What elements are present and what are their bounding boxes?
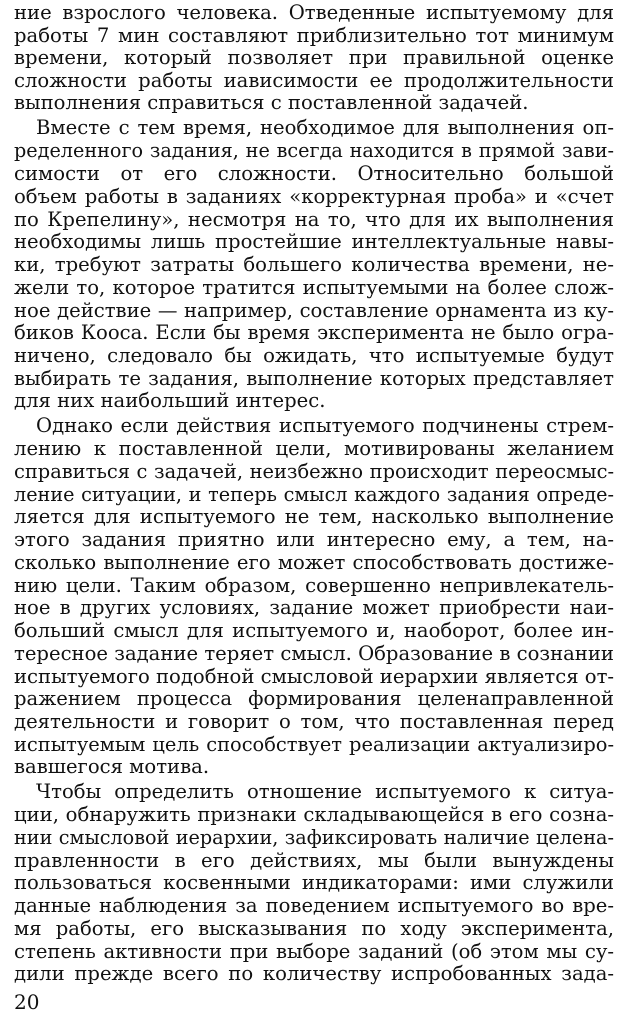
text-line-4: сложности работы иависимости ее продолжительности [14, 69, 614, 92]
text-line-38: правленности в его действиях, мы были вынуждены [14, 849, 614, 872]
text-line-17: выбирать те задания, выполнение которых представляет [14, 367, 614, 390]
text-line-41: мя работы, его высказывания по ходу эксперимента, [14, 917, 614, 940]
text-line-5: выполнения справиться с поставленной задачей. [14, 91, 529, 114]
text-line-7: ределенного задания, не всегда находится в прямой зави- [14, 139, 614, 162]
text-line-14: ное действие — например, составление орнамента из ку- [14, 299, 614, 322]
text-line-12: ки, требуют затраты большего количества времени, не- [14, 253, 614, 276]
text-line-13: жели то, которое тратится испытуемыми на более слож- [14, 276, 614, 299]
text-line-1: ние взрослого человека. Отведенные испытуемому для [14, 1, 614, 24]
text-line-2: работы 7 мин составляют приблизительно тот минимум [14, 24, 614, 47]
text-line-43: дили прежде всего по количеству испробованных зада- [14, 962, 614, 985]
text-line-36: ции, обнаружить признаки складывающейся в его созна- [14, 803, 614, 826]
text-line-32: деятельности и говорит о том, что поставленная перед [14, 710, 614, 733]
text-line-26: нию цели. Таким образом, совершенно непривлекатель- [14, 574, 614, 597]
text-line-25: сколько выполнение его может способствовать достиже- [14, 551, 614, 574]
text-line-21: справиться с задачей, неизбежно происходит переосмыс- [14, 460, 614, 483]
document-page [14, 0, 614, 1022]
text-line-20: лению к поставленной цели, мотивированы желанием [14, 437, 614, 460]
text-line-34: вавшегося мотива. [14, 755, 210, 778]
text-line-27: ное в других условиях, задание может приобрести наи- [14, 596, 614, 619]
text-line-30: испытуемого подобной смысловой иерархии является от- [14, 665, 614, 688]
text-line-15: биков Кооса. Если бы время эксперимента не было огра- [14, 321, 614, 344]
text-line-10: по Крепелину», несмотря на то, что для их выполнения [14, 208, 614, 231]
text-line-24: этого задания приятно или интересно ему, а тем, на- [14, 528, 614, 551]
text-line-19: Однако если действия испытуемого подчинены стрем- [36, 414, 614, 437]
text-line-16: ничено, следовало бы ожидать, что испытуемые будут [14, 344, 614, 367]
text-line-28: больший смысл для испытуемого и, наоборот, более ин- [14, 619, 614, 642]
text-line-40: данные наблюдения за поведением испытуемого во вре- [14, 894, 614, 917]
text-line-18: для них наибольший интерес. [14, 389, 326, 412]
text-line-8: симости от его сложности. Относительно большой [14, 162, 614, 185]
text-line-29: тересное задание теряет смысл. Образование в сознании [14, 642, 614, 665]
text-line-37: нии смысловой иерархии, зафиксировать наличие целена- [14, 826, 614, 849]
page-number: 20 [14, 990, 40, 1014]
text-line-22: ление ситуации, и теперь смысл каждого задания опреде- [14, 483, 614, 506]
text-line-39: пользоваться косвенными индикаторами: ими служили [14, 871, 614, 894]
text-line-11: необходимы лишь простейшие интеллектуальные навы- [14, 230, 614, 253]
text-line-3: времени, который позволяет при правильной оценке [14, 46, 614, 69]
text-line-42: степень активности при выборе заданий (об этом мы су- [14, 940, 614, 963]
text-line-31: ражением процесса формирования целенаправленной [14, 687, 614, 710]
text-line-35: Чтобы определить отношение испытуемого к ситуа- [36, 780, 614, 803]
text-line-9: объем работы в заданиях «корректурная проба» и «счет [14, 185, 614, 208]
text-line-6: Вместе с тем время, необходимое для выполнения оп- [36, 116, 614, 139]
text-line-23: ляется для испытуемого не тем, насколько выполнение [14, 505, 614, 528]
text-line-33: испытуемым цель способствует реализации актуализиро- [14, 733, 614, 756]
